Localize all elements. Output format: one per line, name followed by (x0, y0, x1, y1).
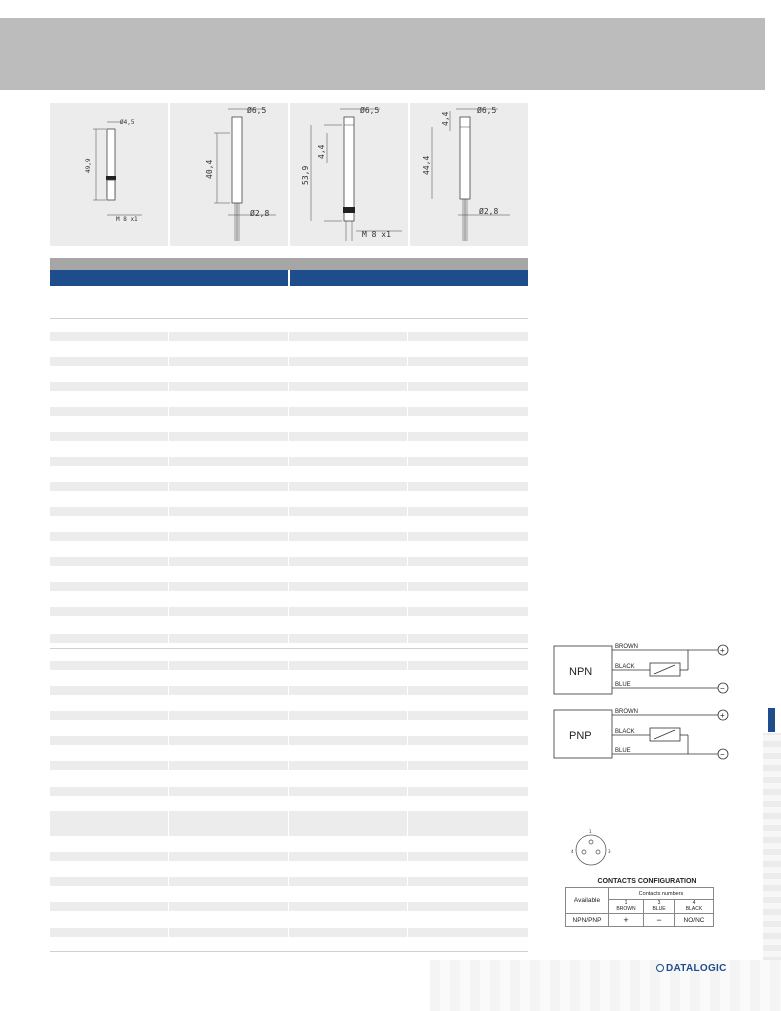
dimension-drawings (50, 103, 528, 246)
dimension-panel-2 (170, 103, 288, 246)
table-divider (50, 648, 528, 649)
contact-row-c3: − (644, 914, 675, 927)
minus-terminal-icon: − (720, 750, 725, 759)
wire-label-brown: BROWN (615, 644, 638, 650)
footer-pattern (430, 960, 781, 1011)
dim-length-label: 40,4 (205, 159, 214, 179)
table-row (50, 582, 528, 591)
connector-pinout-icon (563, 822, 623, 872)
dim-cable-label: Ø2,8 (479, 207, 499, 216)
table-row (50, 686, 528, 695)
dimension-panel-1 (50, 103, 168, 246)
datalogic-logo: DATALOGIC (656, 963, 727, 974)
wire-label-blue: BLUE (615, 748, 631, 754)
pin-number: 4 (571, 849, 574, 854)
logo-mark-icon (656, 964, 664, 972)
dim-length-label: 53,9 (301, 165, 310, 185)
table-row (50, 532, 528, 541)
table-row (50, 407, 528, 416)
sensor-drawing-cable-short (410, 103, 528, 246)
npn-label: NPN (569, 666, 593, 678)
table-row (50, 382, 528, 391)
table-row (50, 507, 528, 516)
decorative-pattern (763, 733, 781, 963)
table-row (50, 432, 528, 441)
spec-table-gray-header (50, 258, 528, 270)
table-row (50, 711, 528, 720)
table-row (50, 877, 528, 886)
table-row (50, 761, 528, 770)
contact-col-3: 3 BLUE (644, 900, 675, 914)
contact-col-4: 4 BLACK (675, 900, 714, 914)
dim-cable-label: Ø2,8 (250, 209, 270, 218)
available-header: Available (566, 888, 609, 914)
table-row-tall (50, 811, 528, 836)
table-row (50, 332, 528, 341)
sensor-drawing-cable (170, 103, 288, 246)
contacts-title: CONTACTS CONFIGURATION (597, 878, 697, 885)
minus-terminal-icon: − (720, 684, 725, 693)
dimension-panel-4 (410, 103, 528, 246)
table-row (50, 661, 528, 670)
wire-label-black: BLACK (615, 664, 635, 670)
dim-thread-label: M 8 x1 (116, 216, 138, 223)
dimension-panel-3 (290, 103, 408, 246)
pin-number: 3 (608, 849, 611, 854)
dim-sub-label: 4,4 (441, 111, 450, 126)
dim-length-label: 49,9 (85, 158, 92, 173)
sensor-drawing-m8-connector-long (290, 103, 408, 246)
wiring-diagram (548, 640, 738, 768)
dim-thread-label: M 8 x1 (362, 230, 391, 239)
dim-diameter-label: Ø6,5 (477, 106, 497, 115)
spec-table-blue-header (50, 270, 528, 286)
table-row (50, 634, 528, 643)
contact-col-1: 1 BROWN (609, 900, 644, 914)
contacts-numbers-header: Contacts numbers (609, 888, 714, 900)
wire-label-brown: BROWN (615, 709, 638, 715)
spec-header-right (290, 270, 528, 286)
plus-terminal-icon: + (720, 711, 725, 720)
spec-table (50, 258, 528, 286)
table-row (50, 928, 528, 937)
dim-diameter-label: Ø4,5 (120, 119, 135, 126)
header-band (0, 18, 765, 90)
table-row (50, 457, 528, 466)
table-row (50, 482, 528, 491)
table-row (50, 787, 528, 796)
table-divider (50, 318, 528, 319)
contact-row-c1: + (609, 914, 644, 927)
section-tab-marker (768, 708, 775, 732)
spec-header-left (50, 270, 288, 286)
table-row (50, 357, 528, 366)
dim-length-label: 44,4 (422, 155, 431, 175)
table-row (50, 607, 528, 616)
sensor-drawing-m8-connector (50, 103, 168, 246)
pnp-label: PNP (569, 730, 592, 742)
contacts-table (565, 887, 714, 927)
table-row (50, 736, 528, 745)
contact-row-c4: NO/NC (675, 914, 714, 927)
pin-number: 1 (589, 829, 592, 834)
table-row (50, 902, 528, 911)
table-divider (50, 951, 528, 952)
wiring-diagram-svg (548, 640, 738, 768)
table-row (50, 852, 528, 861)
contacts-configuration (555, 812, 730, 957)
wire-label-blue: BLUE (615, 682, 631, 688)
wire-label-black: BLACK (615, 729, 635, 735)
dim-diameter-label: Ø6,5 (247, 106, 267, 115)
table-row (50, 557, 528, 566)
contact-row-available: NPN/PNP (566, 914, 609, 927)
dim-diameter-label: Ø6,5 (360, 106, 380, 115)
plus-terminal-icon: + (720, 646, 725, 655)
dim-sub-label: 4,4 (317, 144, 326, 159)
